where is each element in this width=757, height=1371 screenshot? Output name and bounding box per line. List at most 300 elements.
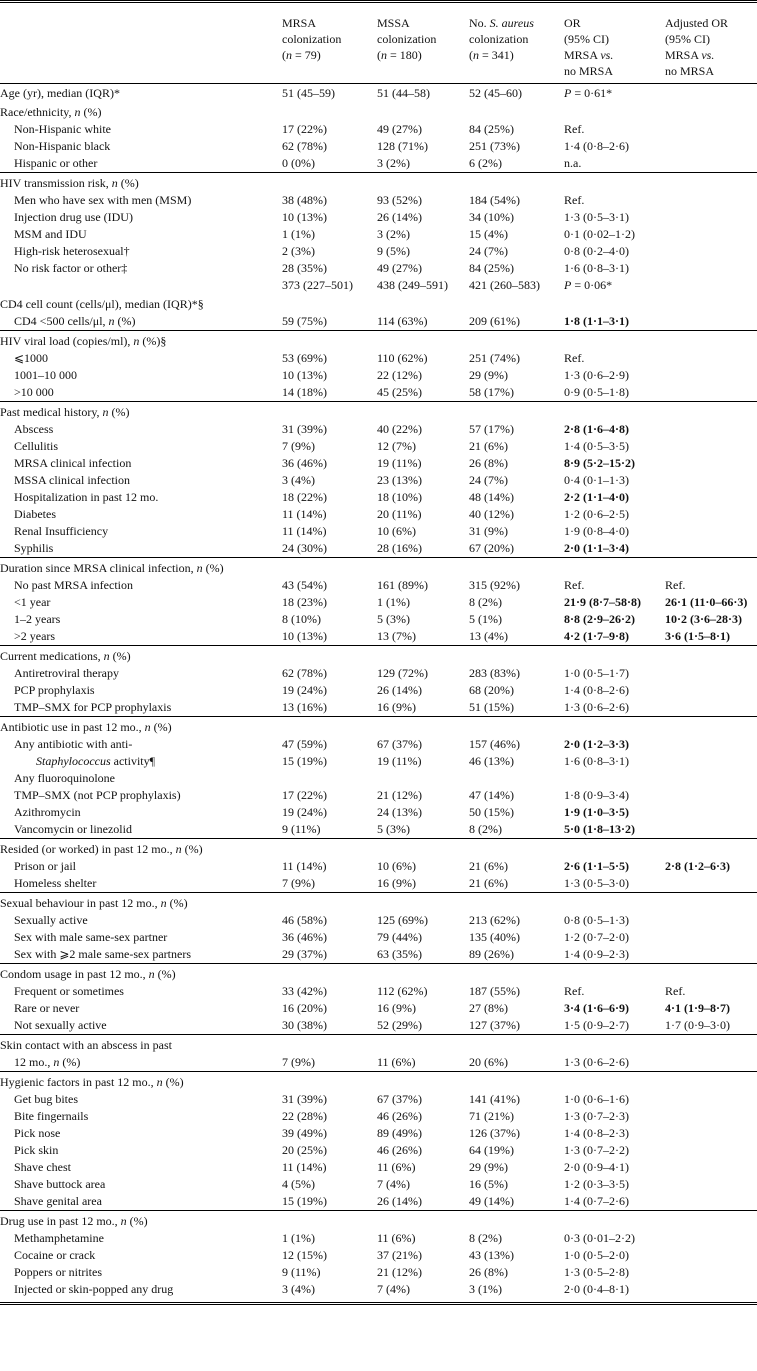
mssa-cell: 7 (4%) (377, 1282, 410, 1296)
header-no-saureus: No. S. aureus colonization (n = 341) (469, 2, 564, 84)
mrsa-cell (282, 964, 377, 983)
or-cell: 1·4 (0·7–2·6) (564, 1194, 629, 1208)
mssa-cell: 93 (52%) (377, 193, 422, 207)
or-cell: 1·3 (0·5–3·0) (564, 876, 629, 890)
no-saureus-cell: 51 (15%) (469, 700, 514, 714)
mrsa-cell: 7 (9%) (282, 876, 315, 890)
table-row (0, 384, 757, 402)
no-saureus-cell: 20 (6%) (469, 1055, 508, 1069)
row-label: Injection drug use (IDU) (14, 210, 133, 224)
mrsa-cell: 9 (11%) (282, 1265, 321, 1279)
row-label: CD4 <500 cells/μl, n (%) (14, 314, 136, 328)
adjusted-or-cell (665, 875, 757, 893)
mssa-cell: 52 (29%) (377, 1018, 422, 1032)
table-row (0, 1176, 757, 1193)
mrsa-cell: 46 (58%) (282, 913, 327, 927)
mrsa-cell: 16 (20%) (282, 1001, 327, 1015)
adjusted-or-cell (665, 331, 757, 350)
or-cell: 0·1 (0·02–1·2) (564, 227, 635, 241)
row-label: Azithromycin (14, 805, 81, 819)
adjusted-or-cell (665, 839, 757, 858)
adjusted-or-cell (665, 821, 757, 839)
adjusted-or-cell (665, 243, 757, 260)
adjusted-or-cell (665, 506, 757, 523)
no-saureus-cell (469, 1072, 564, 1091)
no-saureus-cell: 127 (37%) (469, 1018, 520, 1032)
row-label: Pick nose (14, 1126, 61, 1140)
table-row (0, 821, 757, 839)
no-saureus-cell (469, 964, 564, 983)
or-cell: 1·3 (0·7–2·3) (564, 1109, 629, 1123)
adjusted-or-cell (665, 912, 757, 929)
mssa-cell: 26 (14%) (377, 1194, 422, 1208)
mrsa-cell (282, 770, 377, 787)
row-label: <1 year (14, 595, 51, 609)
mssa-cell (377, 558, 469, 577)
adjusted-or-cell (665, 102, 757, 121)
or-cell: Ref. (564, 122, 585, 136)
table-row (0, 628, 757, 646)
mrsa-cell: 36 (46%) (282, 456, 327, 470)
or-cell: 0·4 (0·1–1·3) (564, 473, 629, 487)
adjusted-or-cell (665, 964, 757, 983)
adjusted-or-cell (665, 946, 757, 964)
or-cell: 1·4 (0·8–2·3) (564, 1126, 629, 1140)
no-saureus-cell: 84 (25%) (469, 261, 514, 275)
mssa-cell: 67 (37%) (377, 737, 422, 751)
mrsa-cell: 47 (59%) (282, 737, 327, 751)
mrsa-cell: 11 (14%) (282, 507, 327, 521)
row-label: Drug use in past 12 mo., n (%) (0, 1214, 148, 1228)
row-label: Shave genital area (14, 1194, 102, 1208)
row-label: 1–2 years (14, 612, 61, 626)
no-saureus-cell: 43 (13%) (469, 1248, 514, 1262)
adjusted-or-cell (665, 540, 757, 558)
mrsa-cell: 7 (9%) (282, 1055, 315, 1069)
header-mssa: MSSA colonization (n = 180) (377, 2, 469, 84)
mssa-cell: 49 (27%) (377, 261, 422, 275)
mrsa-cell (282, 717, 377, 736)
adjusted-or-cell (665, 155, 757, 173)
mrsa-cell: 18 (23%) (282, 595, 327, 609)
adjusted-or-cell (665, 1142, 757, 1159)
or-cell: Ref. (564, 193, 585, 207)
row-label: Race/ethnicity, n (%) (0, 105, 102, 119)
row-label: Any antibiotic with anti- (14, 737, 133, 751)
mrsa-cell: 373 (227–501) (282, 278, 353, 292)
mssa-cell: 7 (4%) (377, 1177, 410, 1191)
table-row (0, 489, 757, 506)
mrsa-cell: 59 (75%) (282, 314, 327, 328)
mssa-cell: 21 (12%) (377, 788, 422, 802)
mrsa-cell: 38 (48%) (282, 193, 327, 207)
row-label: Vancomycin or linezolid (14, 822, 132, 836)
table-row (0, 929, 757, 946)
mrsa-cell: 10 (13%) (282, 368, 327, 382)
or-cell: 21·9 (8·7–58·8) (564, 595, 641, 609)
or-cell (564, 770, 665, 787)
mssa-cell: 114 (63%) (377, 314, 428, 328)
or-cell: 1·0 (0·6–1·6) (564, 1092, 629, 1106)
or-cell (564, 402, 665, 421)
row-label: Rare or never (14, 1001, 80, 1015)
table-row (0, 438, 757, 455)
adjusted-or-cell (665, 402, 757, 421)
or-cell: 1·9 (1·0–3·5) (564, 805, 629, 819)
table-row (0, 682, 757, 699)
or-cell: 2·6 (1·1–5·5) (564, 859, 629, 873)
mrsa-cell: 3 (4%) (282, 473, 315, 487)
mrsa-cell: 10 (13%) (282, 210, 327, 224)
or-cell: Ref. (564, 578, 585, 592)
row-label: Renal Insufficiency (14, 524, 109, 538)
no-saureus-cell: 13 (4%) (469, 629, 508, 643)
table-group-row (0, 402, 757, 421)
table-row (0, 523, 757, 540)
row-label: Non-Hispanic white (14, 122, 111, 136)
or-cell: 1·8 (1·1–3·1) (564, 314, 629, 328)
table-group-row (0, 839, 757, 858)
adjusted-or-cell (665, 523, 757, 540)
mrsa-cell: 15 (19%) (282, 1194, 327, 1208)
table-row (0, 1159, 757, 1176)
mssa-cell (377, 646, 469, 665)
no-saureus-cell: 16 (5%) (469, 1177, 508, 1191)
no-saureus-cell: 6 (2%) (469, 156, 502, 170)
adjusted-or-cell (665, 1230, 757, 1247)
row-label: Sex with ⩾2 male same-sex partners (14, 947, 192, 961)
no-saureus-cell (469, 1035, 564, 1054)
mssa-cell: 18 (10%) (377, 490, 422, 504)
row-label: Duration since MRSA clinical infection, n (%) (0, 561, 224, 575)
table-row (0, 260, 757, 277)
adjusted-or-cell (665, 682, 757, 699)
or-cell: P = 0·61* (564, 86, 613, 100)
adjusted-or-cell: 2·8 (1·2–6·3) (665, 859, 730, 873)
no-saureus-cell: 64 (19%) (469, 1143, 514, 1157)
mssa-cell: 125 (69%) (377, 913, 428, 927)
table-group-row (0, 1072, 757, 1091)
mssa-cell: 40 (22%) (377, 422, 422, 436)
no-saureus-cell: 52 (45–60) (469, 86, 522, 100)
mssa-cell (377, 294, 469, 313)
mrsa-cell (282, 839, 377, 858)
row-label: Non-Hispanic black (14, 139, 111, 153)
mrsa-cell (282, 402, 377, 421)
or-cell (564, 1035, 665, 1054)
table-group-row (0, 294, 757, 313)
no-saureus-cell (469, 1211, 564, 1230)
table-row (0, 1000, 757, 1017)
mrsa-cell (282, 1211, 377, 1230)
table-row (0, 1281, 757, 1298)
mssa-cell: 9 (5%) (377, 244, 410, 258)
table-row (0, 455, 757, 472)
no-saureus-cell: 141 (41%) (469, 1092, 520, 1106)
mssa-cell: 16 (9%) (377, 700, 416, 714)
mrsa-cell (282, 558, 377, 577)
or-cell: 1·0 (0·5–2·0) (564, 1248, 629, 1262)
table-group-row (0, 331, 757, 350)
table-row (0, 858, 757, 875)
adjusted-or-cell (665, 1247, 757, 1264)
row-label: Resided (or worked) in past 12 mo., n (%) (0, 842, 203, 856)
table-row (0, 1264, 757, 1281)
row-label: Skin contact with an abscess in past (0, 1038, 172, 1052)
row-label: Poppers or nitrites (14, 1265, 102, 1279)
adjusted-or-cell (665, 1108, 757, 1125)
mrsa-cell: 3 (4%) (282, 1282, 315, 1296)
mrsa-cell: 2 (3%) (282, 244, 315, 258)
row-label: 1001–10 000 (14, 368, 77, 382)
no-saureus-cell: 421 (260–583) (469, 278, 540, 292)
or-cell: 4·2 (1·7–9·8) (564, 629, 629, 643)
adjusted-or-cell (665, 1091, 757, 1108)
no-saureus-cell: 29 (9%) (469, 368, 508, 382)
adjusted-or-cell (665, 717, 757, 736)
row-label: Not sexually active (14, 1018, 107, 1032)
or-cell: 2·0 (0·9–4·1) (564, 1160, 629, 1174)
mrsa-cell: 10 (13%) (282, 629, 327, 643)
mssa-cell: 45 (25%) (377, 385, 422, 399)
no-saureus-cell: 315 (92%) (469, 578, 520, 592)
row-label: MRSA clinical infection (14, 456, 132, 470)
no-saureus-cell: 26 (8%) (469, 456, 508, 470)
adjusted-or-cell: 10·2 (3·6–28·3) (665, 612, 742, 626)
adjusted-or-cell: Ref. (665, 578, 686, 592)
mssa-cell: 21 (12%) (377, 1265, 422, 1279)
table-row (0, 804, 757, 821)
adjusted-or-cell (665, 1125, 757, 1142)
no-saureus-cell: 34 (10%) (469, 210, 514, 224)
no-saureus-cell: 26 (8%) (469, 1265, 508, 1279)
mrsa-cell: 62 (78%) (282, 666, 327, 680)
no-saureus-cell: 67 (20%) (469, 541, 514, 555)
adjusted-or-cell (665, 646, 757, 665)
no-saureus-cell: 68 (20%) (469, 683, 514, 697)
table-group-row (0, 964, 757, 983)
no-saureus-cell: 47 (14%) (469, 788, 514, 802)
mssa-cell: 5 (3%) (377, 612, 410, 626)
table-group-row (0, 893, 757, 912)
or-cell: 1·4 (0·8–2·6) (564, 683, 629, 697)
adjusted-or-cell (665, 736, 757, 753)
row-label: TMP–SMX for PCP prophylaxis (14, 700, 172, 714)
adjusted-or-cell (665, 209, 757, 226)
row-label: No risk factor or other‡ (14, 261, 128, 275)
no-saureus-cell: 58 (17%) (469, 385, 514, 399)
no-saureus-cell: 57 (17%) (469, 422, 514, 436)
table-group-row (0, 84, 757, 102)
or-cell: 1·4 (0·5–3·5) (564, 439, 629, 453)
mssa-cell: 28 (16%) (377, 541, 422, 555)
row-label: CD4 cell count (cells/μl), median (IQR)*§ (0, 297, 204, 311)
mssa-cell (377, 717, 469, 736)
table-row (0, 243, 757, 260)
row-label: Shave buttock area (14, 1177, 106, 1191)
adjusted-or-cell: Ref. (665, 984, 686, 998)
adjusted-or-cell (665, 770, 757, 787)
adjusted-or-cell (665, 558, 757, 577)
header-mrsa: MRSA colonization (n = 79) (282, 2, 377, 84)
row-label: Hispanic or other (14, 156, 98, 170)
no-saureus-cell: 157 (46%) (469, 737, 520, 751)
table-group-row (0, 102, 757, 121)
adjusted-or-cell (665, 294, 757, 313)
table-row (0, 1054, 757, 1072)
mrsa-cell (282, 1072, 377, 1091)
adjusted-or-cell (665, 665, 757, 682)
table-group-row (0, 558, 757, 577)
no-saureus-cell (469, 402, 564, 421)
table-row (0, 421, 757, 438)
row-label: Men who have sex with men (MSM) (14, 193, 192, 207)
no-saureus-cell (469, 770, 564, 787)
table-row (0, 367, 757, 384)
adjusted-or-cell: 4·1 (1·9–8·7) (665, 1001, 730, 1015)
adjusted-or-cell (665, 1176, 757, 1193)
table-row (0, 313, 757, 331)
adjusted-or-cell (665, 1211, 757, 1230)
or-cell (564, 1211, 665, 1230)
mssa-cell: 10 (6%) (377, 859, 416, 873)
row-label: Cellulitis (14, 439, 59, 453)
or-cell (564, 331, 665, 350)
mrsa-cell: 9 (11%) (282, 822, 321, 836)
no-saureus-cell (469, 717, 564, 736)
or-cell (564, 173, 665, 192)
adjusted-or-cell (665, 893, 757, 912)
row-label: Injected or skin-popped any drug (14, 1282, 174, 1296)
header-adjusted-or: Adjusted OR (95% CI) MRSA vs. no MRSA (665, 2, 757, 84)
or-cell (564, 558, 665, 577)
row-label: Any fluoroquinolone (14, 771, 115, 785)
table-row (0, 736, 757, 753)
table-row (0, 875, 757, 893)
table-group-row (0, 1211, 757, 1230)
table-row (0, 699, 757, 717)
or-cell: 1·4 (0·9–2·3) (564, 947, 629, 961)
table-row (0, 192, 757, 209)
table-row (0, 1247, 757, 1264)
mrsa-cell: 39 (49%) (282, 1126, 327, 1140)
table-row (0, 226, 757, 243)
no-saureus-cell: 283 (83%) (469, 666, 520, 680)
or-cell: 2·2 (1·1–4·0) (564, 490, 629, 504)
mrsa-cell: 31 (39%) (282, 1092, 327, 1106)
no-saureus-cell (469, 893, 564, 912)
mssa-cell: 110 (62%) (377, 351, 428, 365)
mssa-cell (377, 331, 469, 350)
mrsa-cell: 62 (78%) (282, 139, 327, 153)
mrsa-cell: 11 (14%) (282, 1160, 327, 1174)
adjusted-or-cell (665, 1281, 757, 1298)
table-row (0, 594, 757, 611)
mssa-cell: 16 (9%) (377, 876, 416, 890)
or-cell: 1·4 (0·8–2·6) (564, 139, 629, 153)
mssa-cell: 51 (44–58) (377, 86, 430, 100)
row-label: >2 years (14, 629, 56, 643)
mssa-cell (377, 893, 469, 912)
adjusted-or-cell (665, 1072, 757, 1091)
mssa-cell (377, 402, 469, 421)
row-label: MSM and IDU (14, 227, 87, 241)
mssa-cell: 3 (2%) (377, 227, 410, 241)
row-label: Sexual behaviour in past 12 mo., n (%) (0, 896, 188, 910)
row-label: HIV viral load (copies/ml), n (%)§ (0, 334, 167, 348)
mrsa-cell: 29 (37%) (282, 947, 327, 961)
table-row (0, 472, 757, 489)
mrsa-cell: 51 (45–59) (282, 86, 335, 100)
mssa-cell: 1 (1%) (377, 595, 410, 609)
or-cell: 0·8 (0·5–1·3) (564, 913, 629, 927)
mssa-cell: 10 (6%) (377, 524, 416, 538)
mssa-cell: 13 (7%) (377, 629, 416, 643)
or-cell: 2·0 (1·2–3·3) (564, 737, 629, 751)
mssa-cell: 37 (21%) (377, 1248, 422, 1262)
mrsa-cell: 0 (0%) (282, 156, 315, 170)
mrsa-cell (282, 1035, 377, 1054)
table-row (0, 350, 757, 367)
mssa-cell: 19 (11%) (377, 456, 422, 470)
no-saureus-cell: 251 (73%) (469, 139, 520, 153)
mrsa-cell: 15 (19%) (282, 754, 327, 768)
adjusted-or-cell (665, 226, 757, 243)
mssa-cell: 19 (11%) (377, 754, 422, 768)
adjusted-or-cell: 3·6 (1·5–8·1) (665, 629, 730, 643)
row-label: Get bug bites (14, 1092, 78, 1106)
no-saureus-cell: 29 (9%) (469, 1160, 508, 1174)
mrsa-cell (282, 331, 377, 350)
mrsa-cell: 43 (54%) (282, 578, 327, 592)
table-row (0, 787, 757, 804)
row-label: Hospitalization in past 12 mo. (14, 490, 159, 504)
mrsa-cell (282, 646, 377, 665)
row-label: Bite fingernails (14, 1109, 89, 1123)
no-saureus-cell: 21 (6%) (469, 876, 508, 890)
adjusted-or-cell (665, 929, 757, 946)
no-saureus-cell: 21 (6%) (469, 439, 508, 453)
header-or: OR (95% CI) MRSA vs. no MRSA (564, 2, 665, 84)
mssa-cell (377, 1072, 469, 1091)
adjusted-or-cell (665, 1159, 757, 1176)
row-label: Cocaine or crack (14, 1248, 96, 1262)
table-row (0, 946, 757, 964)
table-row (0, 1193, 757, 1211)
row-label: 12 mo., n (%) (14, 1055, 81, 1069)
adjusted-or-cell (665, 1054, 757, 1072)
row-label: Current medications, n (%) (0, 649, 131, 663)
mssa-cell (377, 102, 469, 121)
row-label: High-risk heterosexual† (14, 244, 130, 258)
adjusted-or-cell (665, 438, 757, 455)
mssa-cell (377, 1035, 469, 1054)
adjusted-or-cell (665, 138, 757, 155)
adjusted-or-cell (665, 367, 757, 384)
or-cell (564, 964, 665, 983)
row-label: Staphylococcus activity¶ (36, 754, 156, 768)
row-label: Shave chest (14, 1160, 71, 1174)
or-cell: 1·6 (0·8–3·1) (564, 261, 629, 275)
mssa-cell: 11 (6%) (377, 1160, 416, 1174)
no-saureus-cell (469, 294, 564, 313)
no-saureus-cell: 251 (74%) (469, 351, 520, 365)
row-label: Prison or jail (14, 859, 76, 873)
adjusted-or-cell (665, 84, 757, 102)
table-row (0, 1125, 757, 1142)
row-label: Hygienic factors in past 12 mo., n (%) (0, 1075, 184, 1089)
no-saureus-cell: 49 (14%) (469, 1194, 514, 1208)
